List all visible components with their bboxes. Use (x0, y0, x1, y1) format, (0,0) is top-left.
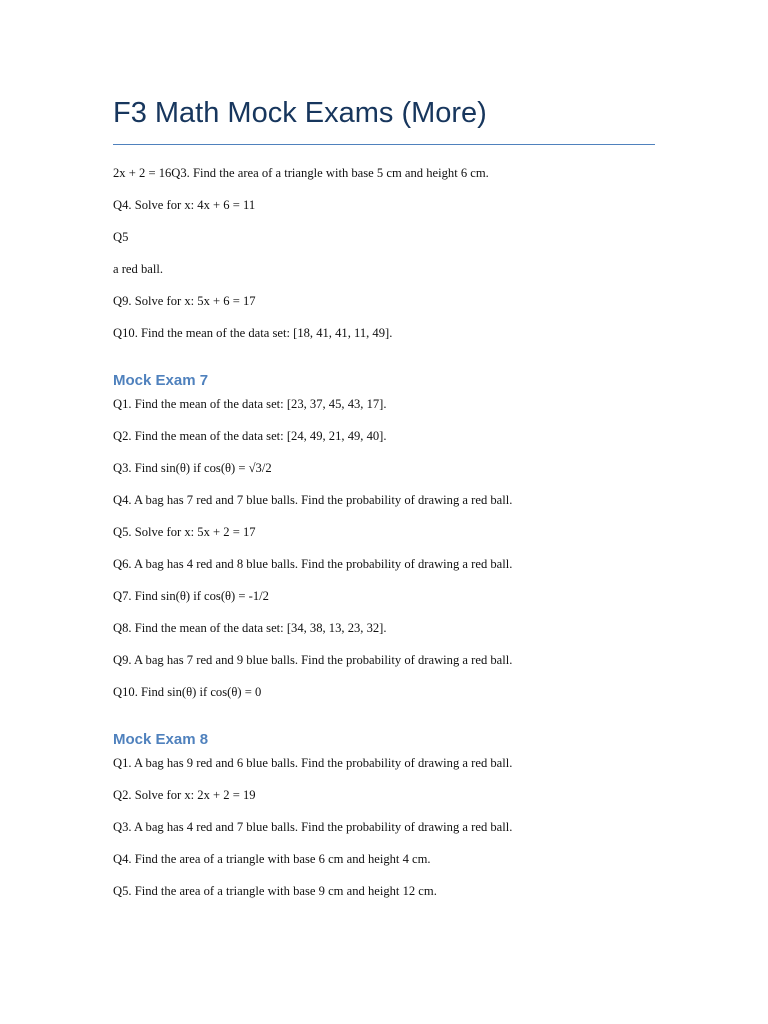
section-mock-exam-7 (113, 372, 655, 701)
question-item: Q5. Find the area of a triangle with base 9 cm and height 12 cm. (113, 884, 437, 898)
question-item: Q9. A bag has 7 red and 9 blue balls. Find the probability of drawing a red ball. (113, 653, 513, 667)
section-heading: Mock Exam 7 (113, 372, 209, 389)
question-item: Q5. Solve for x: 5x + 2 = 17 (113, 525, 256, 539)
document-page (113, 92, 655, 914)
paragraph: 2x + 2 = 16Q3. Find the area of a triangle with base 5 cm and height 6 cm. (113, 166, 489, 180)
question-item: Q4. A bag has 7 red and 7 blue balls. Find the probability of drawing a red ball. (113, 493, 513, 507)
question-item: Q2. Find the mean of the data set: [24, 49, 21, 49, 40]. (113, 429, 387, 443)
paragraph: Q4. Solve for x: 4x + 6 = 11 (113, 198, 256, 212)
section-mock-exam-8 (113, 731, 655, 900)
document-title: F3 Math Mock Exams (More) (113, 92, 655, 145)
question-item: Q8. Find the mean of the data set: [34, 38, 13, 23, 32]. (113, 621, 387, 635)
section-heading: Mock Exam 8 (113, 731, 209, 748)
question-item: Q10. Find sin(θ) if cos(θ) = 0 (113, 685, 262, 699)
question-item: Q3. Find sin(θ) if cos(θ) = √3/2 (113, 461, 272, 475)
paragraph: Q10. Find the mean of the data set: [18, 41, 41, 11, 49]. (113, 326, 393, 340)
paragraph: a red ball. (113, 262, 163, 276)
paragraph: Q5 (113, 230, 129, 244)
question-item: Q6. A bag has 4 red and 8 blue balls. Find the probability of drawing a red ball. (113, 557, 513, 571)
question-item: Q7. Find sin(θ) if cos(θ) = -1/2 (113, 589, 269, 603)
question-item: Q2. Solve for x: 2x + 2 = 19 (113, 788, 256, 802)
question-item: Q3. A bag has 4 red and 7 blue balls. Find the probability of drawing a red ball. (113, 820, 513, 834)
question-item: Q1. A bag has 9 red and 6 blue balls. Find the probability of drawing a red ball. (113, 756, 513, 770)
question-item: Q1. Find the mean of the data set: [23, 37, 45, 43, 17]. (113, 397, 387, 411)
paragraph: Q9. Solve for x: 5x + 6 = 17 (113, 294, 256, 308)
question-item: Q4. Find the area of a triangle with base 6 cm and height 4 cm. (113, 852, 431, 866)
intro-block (113, 164, 655, 342)
